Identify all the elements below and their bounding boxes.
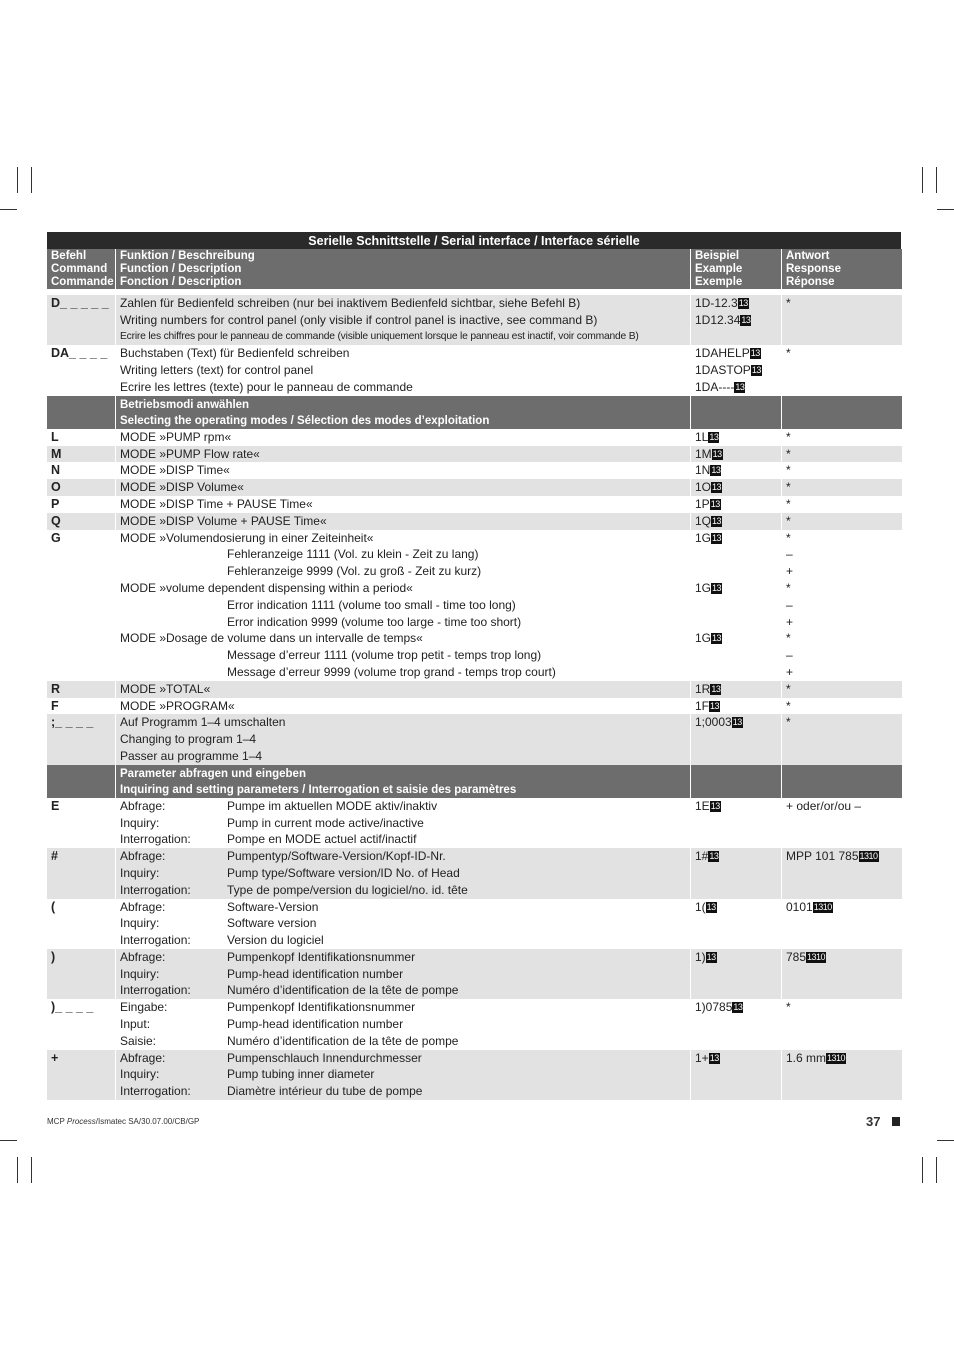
command-cell: D_ _ _ _ _: [47, 295, 115, 345]
table-row: [47, 295, 901, 345]
table-row: N MODE »DISP Time« 1N13 *: [51, 463, 791, 478]
table-row: ) Abfrage: Pumpenkopf Identifikationsnummer Inquiry: Pump-head identification number Interrogation: Numéro d’identification de la tête de pompe 1)13 7851310: [47, 949, 901, 999]
table-row: L MODE »PUMP rpm« 1L13 *: [51, 429, 791, 444]
section-parameters: Parameter abfragen und eingeben Inquiring and setting parameters / Interrogation et saisie des paramètres: [47, 765, 901, 798]
footer-text: MCP Process/Ismatec SA/30.07.00/CB/GP: [47, 1117, 200, 1126]
table-row: O MODE »DISP Volume« 1O13 *: [47, 479, 901, 496]
page-marker: [892, 1117, 900, 1126]
table-row: P MODE »DISP Time + PAUSE Time« 1P13 *: [51, 496, 791, 511]
table-header: [47, 249, 901, 289]
response-cell: *: [786, 346, 791, 361]
table-row: # Abfrage: Pumpentyp/Software-Version/Kopf-ID-Nr. Inquiry: Pump type/Software version/ID No. of Head Interrogation: Type de pompe/version du logiciel/no. id. tête 1#13 MPP 101 7851310: [47, 848, 901, 898]
header-response: Antwort Response Réponse: [782, 249, 902, 289]
page-number: 37: [866, 1114, 881, 1129]
header-command: Befehl Command Commande: [47, 249, 115, 289]
table-row: + Abfrage: Pumpenschlauch Innendurchmesser Inquiry: Pump tubing inner diameter Interrogation: Diamètre intérieur du tube de pompe 1+13 1.6 mm1310: [47, 1050, 901, 1100]
table-row: R MODE »TOTAL« 1R13 *: [47, 681, 901, 698]
serial-interface-table: [47, 232, 901, 1100]
table-row: M MODE »PUMP Flow rate« 1M13 *: [47, 446, 901, 463]
table-row: Q MODE »DISP Volume + PAUSE Time« 1Q13 *: [47, 513, 901, 530]
response-cell: * – + * – + * – +: [786, 530, 794, 679]
command-cell: DA_ _ _ _: [51, 346, 108, 361]
description-cell: MODE »Volumendosierung in einer Zeiteinheit« Fehleranzeige 1111 (Vol. zu klein - Zeit zu lang) Fehleranzeige 9999 (Vol. zu groß - Zeit zu kurz) MODE »volume dependent dispensing within a period« Error indication 1111 (volume too small - time too long) Error indication 9999 (volume too large - time too short) MODE »Dosage de volume dans un intervalle de temps« Message d’erreur 1111 (volume trop petit - temps trop long) Message d’erreur 9999 (volume trop grand - temps trop court): [120, 530, 556, 679]
section-operating-modes: Betriebsmodi anwählen Selecting the operating modes / Sélection des modes d’exploitation: [47, 396, 901, 429]
description-cell: Buchstaben (Text) für Bedienfeld schreiben Writing letters (text) for control panel Ecrire les lettres (texte) pour le panneau de commande: [120, 346, 413, 394]
example-cell: 1D-12.313 1D12.3413: [691, 295, 781, 345]
table-row: E Abfrage: Pumpe im aktuellen MODE aktiv/inaktiv Inquiry: Pump in current mode active/inactive Interrogation: Pompe en MODE actuel actif/inactif 1E13 + oder/or/ou –: [51, 798, 862, 847]
table-row: [47, 345, 901, 395]
header-example: Beispiel Example Exemple: [691, 249, 781, 289]
table-row: ( Abfrage: Software-Version Inquiry: Software version Interrogation: Version du logiciel 1(13 01011310: [51, 899, 832, 948]
example-cell: 1G13 1G13 1G13: [695, 530, 722, 646]
table-row: F MODE »PROGRAM« 1F13 *: [51, 698, 791, 713]
table-row: )_ _ _ _ Eingabe: Pumpenkopf Identifikationsnummer Input: Pump-head identification number Saisie: Numéro d’identification de la tête de pompe 1)078513 *: [51, 1000, 791, 1048]
response-cell: *: [782, 295, 902, 345]
example-cell: 1DAHELP13 1DASTOP13 1DA----13: [695, 346, 761, 394]
table-row: G MODE »Volumendosierung in einer Zeiteinheit« Fehleranzeige 1111 (Vol. zu klein - Zeit zu lang) Fehleranzeige 9999 (Vol. zu groß - Zeit zu kurz) MODE »volume dependent dispensing within a period« Error indication 1111 (volume too small - time too long) Error indication 9999 (volume too large - time too short) MODE »Dosage de volume dans un intervalle de temps« Message d’erreur 1111 (volume trop petit - temps trop long) Message d’erreur 9999 (volume trop grand - temps trop court) 1G13 1G13 1G13 * – + * – + * – +: [47, 530, 901, 681]
table-title: Serielle Schnittstelle / Serial interface / Interface sérielle: [47, 232, 901, 249]
header-function: Funktion / Beschreibung Function / Description Fonction / Description: [116, 249, 690, 289]
table-row: ;_ _ _ _ Auf Programm 1–4 umschalten Changing to program 1–4 Passer au programme 1–4 1;000313 *: [47, 714, 901, 764]
description-cell: Zahlen für Bedienfeld schreiben (nur bei inaktivem Bedienfeld sichtbar, siehe Befehl B) Writing numbers for control panel (only visible if control panel is inactive, see command B) Ecrire les chiffres pour le panneau de commande (visible uniquement lorsque le panneau est inactif, voir commande B): [116, 295, 690, 345]
